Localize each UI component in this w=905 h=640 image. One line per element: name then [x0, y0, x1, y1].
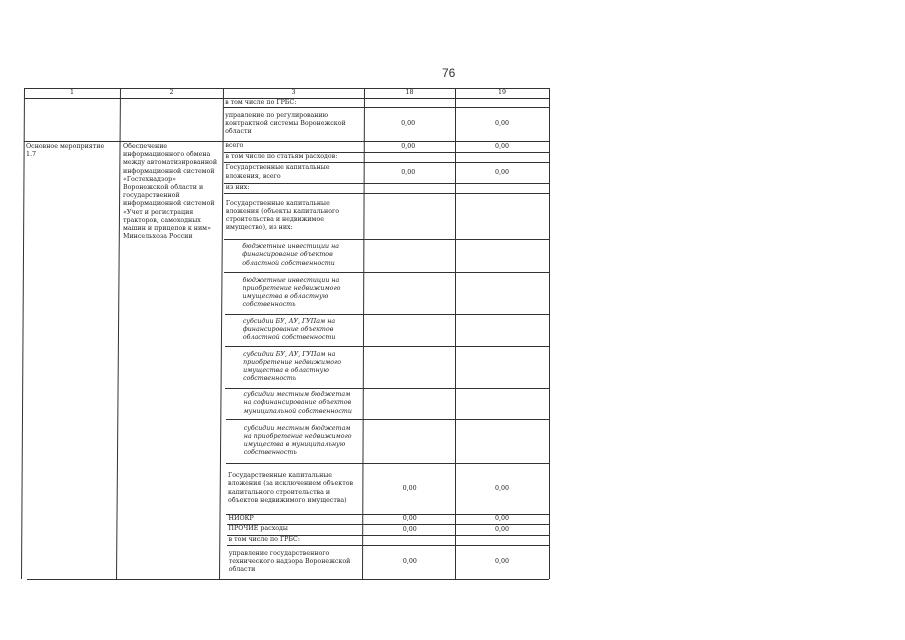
- row-label: строительства и недвижимое: [225, 216, 324, 223]
- row-label: области: [228, 566, 256, 574]
- row-label: субсидии местным бюджетам: [243, 391, 351, 399]
- row-label: собственность: [243, 375, 297, 383]
- activity-description: машин и прицепов к ним»: [123, 225, 211, 232]
- value-col-19: 0,00: [494, 515, 510, 522]
- row-label: бюджетные инвестиции на: [242, 243, 340, 251]
- value-col-18: 0,00: [401, 142, 416, 150]
- activity-description: тракторов, самоходных: [123, 216, 201, 224]
- row-label: имущество), из них:: [225, 224, 293, 232]
- row-label: ПРОЧИЕ расходы: [228, 525, 288, 533]
- value-col-19: 0,00: [494, 525, 510, 533]
- row-label: субсидии БУ, АУ, ГУПам на: [243, 350, 336, 358]
- row-border: [225, 346, 549, 347]
- column-line: [116, 88, 121, 579]
- row-border: [227, 545, 549, 546]
- row-label: в том числе по статьям расходов:: [225, 153, 338, 160]
- column-line: [549, 88, 550, 579]
- row-label: НИОКР: [228, 515, 254, 522]
- value-col-18: 0,00: [401, 120, 416, 127]
- row-label: Государственные капитальные: [228, 472, 333, 480]
- value-col-19: 0,00: [494, 484, 510, 492]
- row-label: приобретение недвижимого: [242, 284, 341, 292]
- header-cell-1: 1: [69, 89, 74, 96]
- activity-description: Воронежской области и: [123, 184, 204, 191]
- activity-description: «Гостехнадзор»: [123, 175, 177, 183]
- column-line: [21, 88, 25, 579]
- value-col-18: 0,00: [402, 484, 417, 492]
- row-label: собственность: [243, 449, 297, 457]
- row-label: технического надзора Воронежской: [228, 557, 351, 565]
- row-border: [226, 463, 549, 464]
- row-label: муниципальной собственности: [243, 407, 352, 415]
- row-border: [224, 272, 549, 273]
- row-label: Государственные капитальные: [225, 164, 330, 172]
- row-label: вложения, всего: [225, 172, 281, 180]
- activity-description: между автоматизированной: [123, 159, 218, 167]
- value-col-18: 0,00: [402, 525, 417, 533]
- value-col-18: 0,00: [402, 558, 417, 565]
- row-label: бюджетные инвестиции на: [242, 276, 340, 284]
- row-label: финансирование объектов: [242, 251, 333, 259]
- row-border: [225, 388, 549, 389]
- row-label: областной собственности: [242, 259, 335, 267]
- value-col-19: 0,00: [494, 168, 510, 176]
- row-border: [225, 314, 549, 315]
- activity-description: Минсельхоза России: [123, 233, 193, 241]
- row-border: [224, 193, 549, 194]
- header-cell-3: 3: [291, 89, 296, 96]
- row-label: капитального строительства и: [228, 488, 331, 496]
- header-cell-4: 18: [405, 89, 414, 96]
- activity-description: информационной системой: [123, 200, 215, 208]
- row-border: [27, 579, 549, 580]
- main-activity-label: Основное мероприятие: [26, 143, 105, 150]
- row-label: из них:: [225, 184, 250, 191]
- row-label: имущества в муниципальную: [243, 441, 346, 448]
- row-label: финансирование объектов: [242, 325, 334, 333]
- row-label: управление по регулированию: [225, 111, 329, 119]
- row-label: приобретение недвижимого: [243, 358, 342, 366]
- activity-description: Обеспечение: [123, 143, 168, 150]
- row-label: областной собственности: [242, 334, 336, 342]
- row-label: Государственные капитальные: [225, 199, 330, 207]
- row-border: [224, 239, 549, 240]
- row-label: в том числе по ГРБС:: [225, 99, 297, 106]
- row-label: вложения (объекты капитального: [225, 207, 340, 215]
- row-label: управление государственного: [228, 549, 330, 557]
- block-separator: [24, 141, 223, 142]
- value-col-18: 0,00: [401, 168, 416, 176]
- row-label: собственность: [242, 301, 296, 309]
- row-label: объектов недвижимого имущества): [228, 496, 347, 504]
- row-label: всего: [225, 142, 244, 150]
- row-label: вложения (за исключением объектов: [228, 480, 354, 488]
- row-border: [226, 419, 549, 420]
- row-label: субсидии местным бюджетам: [243, 424, 351, 432]
- main-activity-label: 1.7: [26, 151, 37, 159]
- row-border: [224, 162, 549, 163]
- activity-description: информационного обмена: [123, 151, 211, 159]
- value-col-19: 0,00: [494, 120, 510, 127]
- value-col-18: 0,00: [402, 515, 417, 522]
- activity-description: государственной: [123, 192, 180, 200]
- row-label: на приобретение недвижимого: [243, 432, 352, 440]
- header-cell-5: 19: [497, 89, 506, 96]
- value-col-19: 0,00: [494, 558, 510, 565]
- row-border: [224, 183, 549, 184]
- activity-description: «Учет и регистрация: [123, 208, 194, 216]
- activity-description: информационной системой: [123, 167, 215, 175]
- value-col-19: 0,00: [494, 142, 510, 150]
- header-cell-2: 2: [169, 89, 174, 96]
- row-label: субсидии БУ, АУ, ГУПам на: [242, 317, 336, 325]
- row-label: области: [225, 128, 252, 136]
- row-label: имущества в областную: [243, 367, 329, 374]
- row-label: контрактной системы Воронежской: [225, 119, 346, 127]
- row-label: имущества в областную: [242, 293, 329, 300]
- row-label: в том числе по ГРБС:: [228, 536, 300, 543]
- row-label: на софинансирование объектов: [243, 399, 352, 407]
- page-number: 76: [442, 66, 456, 80]
